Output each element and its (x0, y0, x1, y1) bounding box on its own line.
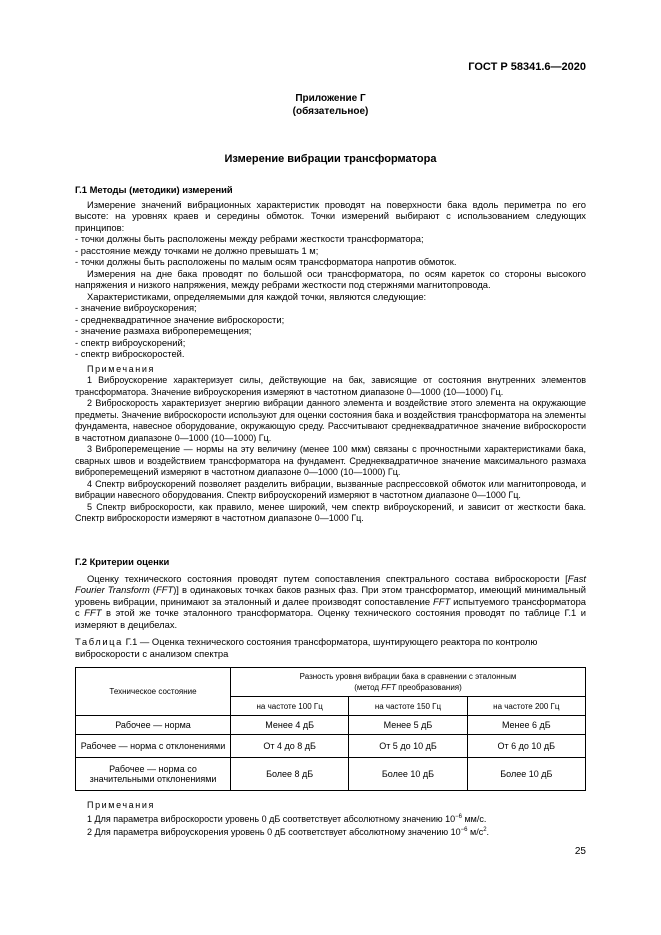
header-group (231, 668, 586, 697)
header-group-line: Разность уровня вибрации бака в сравнении с эталонным (299, 672, 517, 681)
note-item: 2 Виброскорость характеризует энергию вибрации данного элемента и воздействие этого элемента на окружающие предметы. Значение виброскорости используют для оценки состояния бака и воздействия трансформатора на элементы фундамента, навесное оборудование, окружающую среду. Рассчитывают среднеквадратичное значение виброскорости в частотном диапазоне 0—1000 (10—1000) Гц. (75, 398, 586, 443)
text-run-italic: Fast Fourier Transform (75, 572, 586, 595)
text-run: (метод (354, 683, 382, 692)
list-item: - спектр виброускорений; (75, 336, 186, 348)
table-cell: Более 10 дБ (349, 758, 467, 791)
superscript: −6 (460, 827, 468, 833)
paragraph: Характеристиками, определяемыми для каждой точки, являются следующие: (87, 290, 427, 302)
table-cell: Менее 6 дБ (467, 716, 585, 735)
paragraph (75, 573, 586, 631)
text-run: . (486, 827, 490, 837)
section-2 (75, 556, 586, 630)
text-run: )] в одинаковых точках баков разных фаз. При этом трансформатор, имеющий минимальный уровень вибрации, принимают за эталонный и далее производят сопоставление (75, 584, 586, 607)
table-cell: Рабочее — норма с отклонениями (76, 735, 231, 758)
header-state: Техническое состояние (76, 668, 231, 716)
text-run: м/с (467, 827, 484, 837)
table-cell: От 6 до 10 дБ (467, 735, 585, 758)
header-freq: на частоте 100 Гц (231, 697, 349, 716)
list-item: - значение размаха виброперемещения; (75, 325, 252, 336)
table-row (76, 716, 586, 735)
section-1-heading: Г.1 Методы (методики) измерений (75, 184, 233, 195)
page-number: 25 (574, 846, 586, 857)
table-cell: От 5 до 10 дБ (349, 735, 467, 758)
note-item (75, 825, 586, 839)
table-cell: Более 10 дБ (467, 758, 585, 791)
superscript: 2 (483, 827, 487, 833)
header-freq: на частоте 200 Гц (467, 697, 585, 716)
table-label: Таблица (75, 636, 123, 647)
list-item: - точки должны быть расположены по малым осям трансформатора напротив обмоток. (75, 256, 457, 267)
table-cell: Рабочее — норма (76, 716, 231, 735)
note-item (75, 812, 586, 826)
list-item: - спектр виброскоростей. (75, 348, 185, 359)
table-cell: От 4 до 8 дБ (231, 735, 349, 758)
table-row (76, 758, 586, 791)
text-run-italic: FFT (156, 584, 174, 595)
table-header-row (76, 668, 586, 697)
standard-code: ГОСТ Р 58341.6—2020 (468, 61, 586, 73)
superscript: −6 (455, 813, 462, 820)
text-run: испытуемого трансформатора с (75, 595, 586, 618)
paragraph: Измерение значений вибрационных характеристик проводят на поверхности бака вдоль периметра по его высоте: на уровнях краев и середины обмоток. Точки измерений выбирают с использованием следующих принципов: (75, 198, 586, 233)
list-item: - значение виброускорения; (75, 302, 197, 313)
evaluation-table (75, 667, 586, 791)
list-item: - среднеквадратичное значение виброскорости; (75, 313, 285, 325)
appendix-title (0, 93, 661, 118)
note-item: 4 Спектр виброускорений позволяет разделить вибрации, вызванные распрессовкой обмоток или магнитопровода, и вибрации навесного оборудования. Спектр виброускорений измеряют в частотном диапазоне 0—1000 Гц. (75, 478, 586, 500)
text-run: мм/с. (461, 813, 487, 824)
text-run-italic: FFT (84, 607, 102, 618)
notes-heading: Примечания (87, 800, 155, 810)
notes-heading: Примечания (87, 363, 155, 374)
table-cell: Менее 5 дБ (349, 716, 467, 735)
note-item: 5 Спектр виброскорости, как правило, менее широкий, чем спектр виброускорений, и зависит от жесткости бака. Спектр виброскорости измеряют в частотном диапазоне 0—1000 Гц. (75, 501, 586, 523)
text-run: 1 Для параметра виброскорости уровень 0 дБ соответствует абсолютному значению 10 (87, 813, 456, 824)
text-run: в этой же точке эталонного трансформатора. Оценку технического состояния проводят по таблице Г.1 и измеряют в децибелах. (75, 607, 586, 630)
appendix-status: (обязательное) (292, 105, 369, 117)
section-2-heading: Г.2 Критерии оценки (75, 556, 170, 567)
header-freq: на частоте 150 Гц (349, 697, 467, 716)
text-run: Оценку технического состояния проводят путем сопоставления спектрального состава виброскорости [ (87, 572, 568, 584)
list-item: - расстояние между точками не должно превышать 1 м; (75, 244, 319, 256)
text-run-italic: FFT (381, 683, 396, 692)
table-cell: Более 8 дБ (231, 758, 349, 791)
table-cell: Рабочее — норма со значительными отклонениями (76, 758, 231, 791)
section-1 (75, 184, 586, 525)
text-run-italic: FFT (433, 595, 451, 607)
text-run: ( (149, 584, 156, 595)
appendix-label: Приложение Г (295, 93, 366, 104)
table-cell: Менее 4 дБ (231, 716, 349, 735)
text-run: преобразования) (395, 683, 462, 692)
paragraph: Измерения на дне бака проводят по большой оси трансформатора, по осям кареток со стороны высокого напряжения и низкого напряжения, между ребрами жесткости под стержнями магнитопровода. (75, 267, 586, 290)
note-item: 3 Виброперемещение — нормы на эту величину (менее 100 мкм) связаны с прочностными характеристиками бака, сварных швов и воздействием трансформатора на фундамент. Среднеквадратичное значение максимального размаха виброперемещений измеряют в частотном диапазоне 0—1000 (10—1000) Гц. (75, 444, 586, 477)
list-item: - точки должны быть расположены между ребрами жесткости трансформатора; (75, 233, 424, 244)
table-row (76, 735, 586, 758)
note-item: 1 Виброускорение характеризует силы, действующие на бак, зависящие от состояния внутренних элементов трансформатора. Значение виброускорения измеряют в частотном диапазоне 0—1000 (10—1000) Гц. (75, 375, 586, 397)
table-caption-text: Г.1 — Оценка технического состояния трансформатора, шунтирующего реактора по контролю виброскорости с анализом спектра (75, 636, 538, 659)
page-title: Измерение вибрации трансформатора (224, 153, 437, 165)
text-run: 2 Для параметра виброускорения уровень 0 дБ соответствует абсолютному значению 10 (87, 827, 461, 837)
table-caption (75, 636, 586, 659)
header-group-line (233, 682, 583, 693)
table-notes (75, 800, 586, 839)
